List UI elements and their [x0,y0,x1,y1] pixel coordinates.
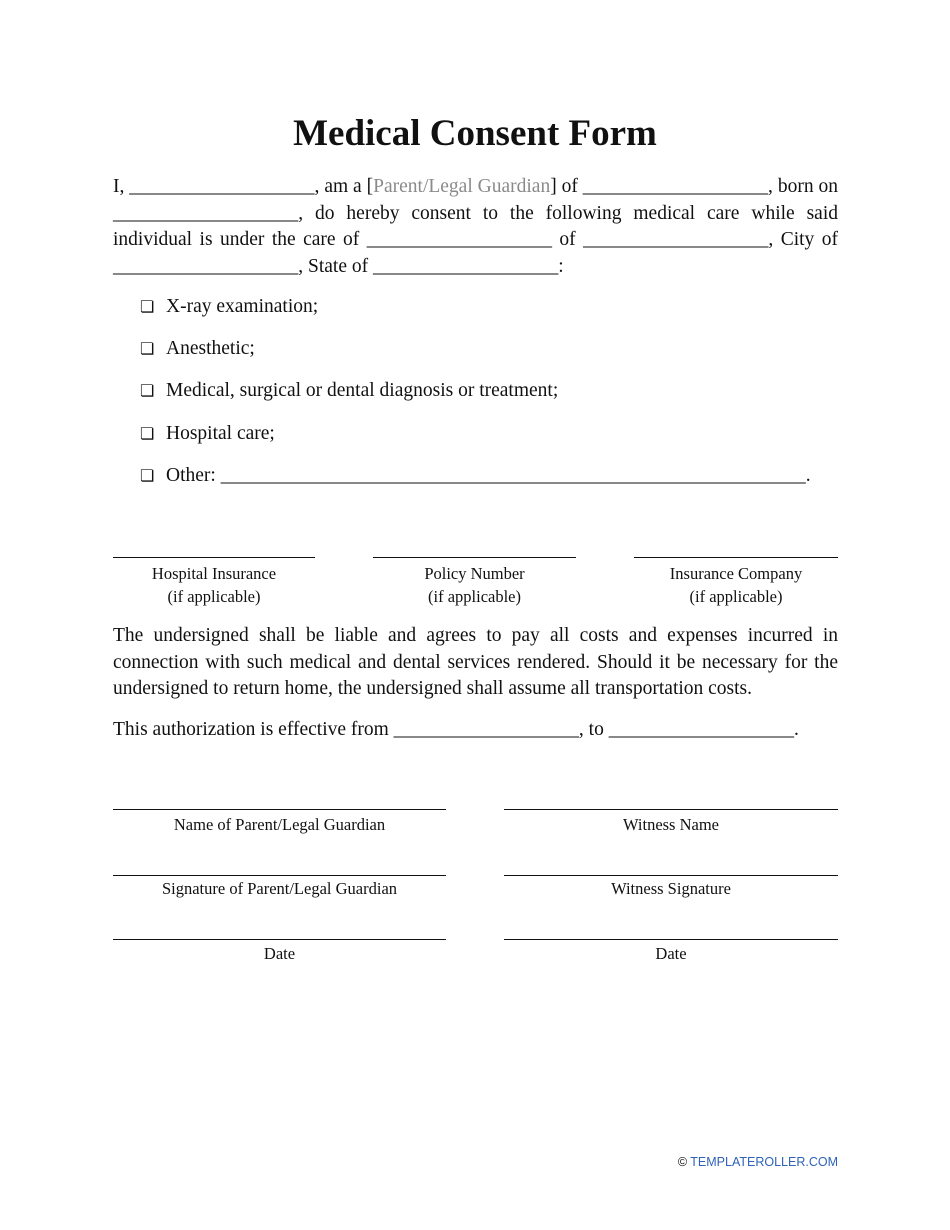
witness-date-label: Date [655,944,687,963]
witness-signature-label: Witness Signature [611,879,731,898]
consent-statement [113,174,838,280]
field-label: Policy Number [424,564,525,583]
policy-number-field[interactable] [373,557,576,608]
guardian-date-label: Date [263,944,296,963]
checkbox-icon[interactable]: ❏ [140,341,155,358]
field-note: (if applicable) [167,587,261,606]
checklist-label: Medical, surgical or dental diagnosis or treatment; [166,380,559,401]
field-label: Hospital Insurance [151,564,277,583]
guardian-name-label: Name of Parent/Legal Guardian [173,815,386,834]
field-note: (if applicable) [689,587,783,606]
checklist-item-hospital-care [140,423,275,445]
checklist-item-other [140,465,811,487]
checklist-item-diagnosis [140,380,558,402]
witness-name-line[interactable] [504,809,838,810]
signature-line [634,557,838,558]
liability-paragraph: The undersigned shall be liable and agrees to pay all costs and expenses incurred in connection with such medical and dental services rendered. Should it be necessary for the undersigned to return home, the undersigned shall assume all transportation costs. [113,625,838,699]
footer-credit [678,1155,838,1169]
consent-text-start: I, ___________________, am a [ [113,176,374,197]
checkbox-icon[interactable]: ❏ [140,468,155,485]
checklist-item-anesthetic [140,338,255,360]
page-title: Medical Consent Form [293,113,657,154]
witness-name-label: Witness Name [622,815,720,834]
checkbox-icon[interactable]: ❏ [140,426,155,443]
field-label: Insurance Company [669,564,803,583]
field-note: (if applicable) [428,587,521,606]
authorization-paragraph: This authorization is effective from ___________________, to ___________________. [113,719,799,740]
checklist-label: Hospital care; [166,423,275,444]
signature-line [113,557,315,558]
witness-signature-line[interactable] [504,875,838,876]
insurance-company-field[interactable] [634,557,838,608]
consent-text-end: ] of ___________________, born on ___________________, do hereby consent to the following medical care while said individual is under the care of ___________________ of ___________________, City of ___________________, State of ___________________: [113,176,838,277]
relationship-placeholder: Parent/Legal Guardian [373,176,551,197]
guardian-signature-label: Signature of Parent/Legal Guardian [161,879,398,898]
checkbox-icon[interactable]: ❏ [140,299,155,316]
guardian-name-line[interactable] [113,809,446,810]
copyright-icon: © [677,1155,688,1169]
checklist-label: X-ray examination; [166,296,319,317]
checkbox-icon[interactable]: ❏ [140,383,155,400]
witness-date-line[interactable] [504,939,838,940]
checklist-label: Other: ____________________________________________________________. [166,465,811,486]
guardian-signature-line[interactable] [113,875,446,876]
hospital-insurance-field[interactable] [113,557,315,608]
signature-line [373,557,576,558]
checklist-label: Anesthetic; [166,338,255,359]
guardian-date-line[interactable] [113,939,446,940]
checklist-item-xray [140,296,318,318]
footer-link[interactable]: TEMPLATEROLLER.COM [690,1155,838,1169]
